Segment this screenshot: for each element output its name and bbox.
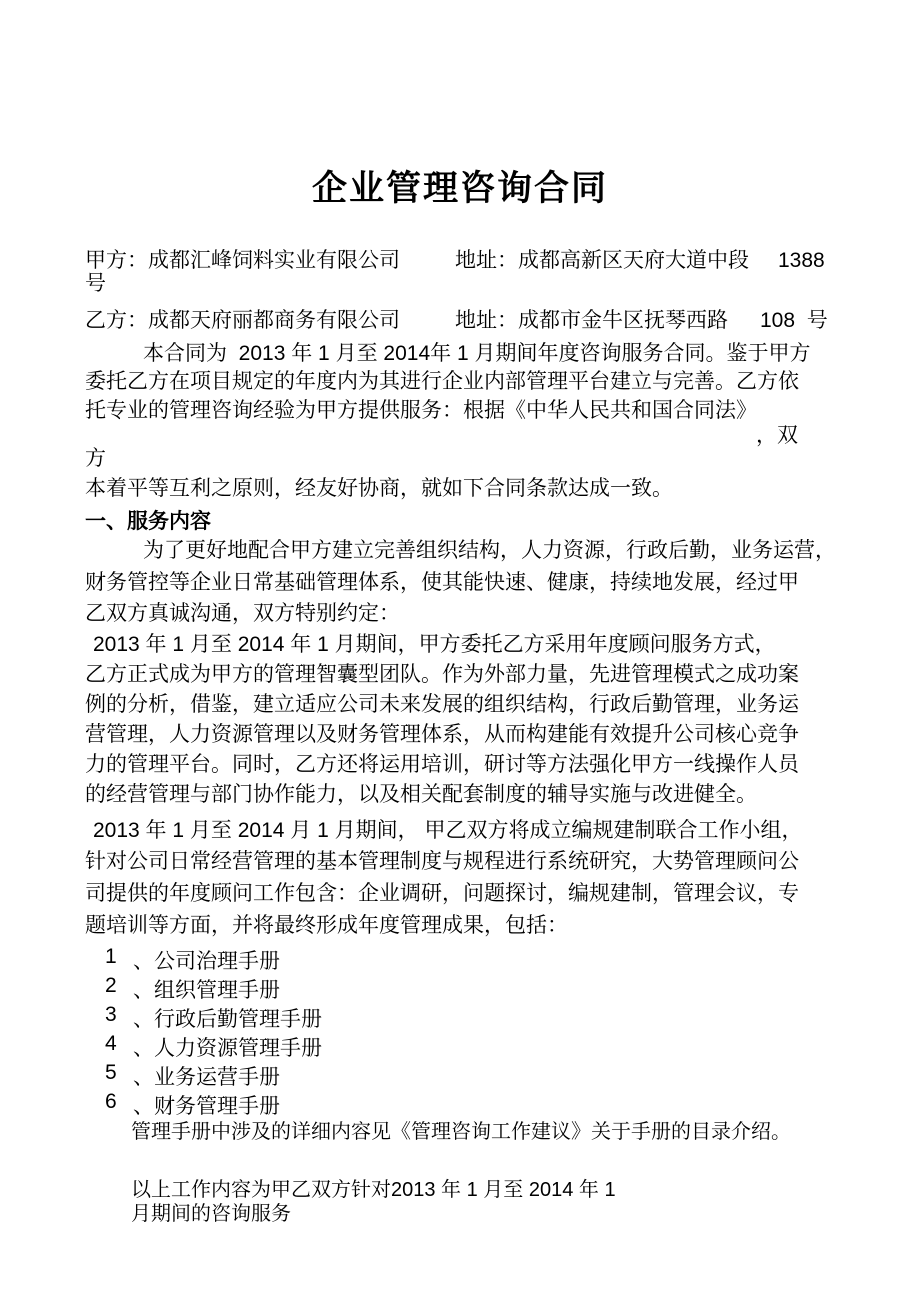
body-line: 的经营管理与部门协作能力，以及相关配套制度的辅导实施与改进健全。 — [85, 783, 757, 806]
list-item-label: 、业务运营手册 — [133, 1066, 280, 1089]
intro-line: 方 — [85, 447, 106, 470]
closing-line: 以上工作内容为甲乙双方针对2013 年 1 月至 2014 年 1 — [131, 1179, 616, 1201]
body-line: 财务管控等企业日常基础管理体系，使其能快速、健康，持续地发展，经过甲 — [85, 571, 799, 594]
intro-line: 委托乙方在项目规定的年度内为其进行企业内部管理平台建立与完善。乙方依 — [85, 370, 799, 393]
closing-line: 月期间的咨询服务 — [131, 1203, 291, 1225]
party-b-street-number: 108 号 — [760, 309, 828, 332]
list-item-number: 5 — [105, 1061, 117, 1084]
body-line: 题培训等方面，并将最终形成年度管理成果，包括： — [85, 914, 568, 937]
list-item-label: 、行政后勤管理手册 — [133, 1008, 322, 1031]
body-line: 乙方正式成为甲方的管理智囊型团队。作为外部力量，先进管理模式之成功案 — [85, 663, 799, 686]
intro-line: 本合同为 2013 年 1 月至 2014年 1 月期间年度咨询服务合同。鉴于甲方 — [143, 342, 811, 365]
body-line: 营管理，人力资源管理以及财务管理体系，从而构建能有效提升公司核心竞争 — [85, 723, 799, 746]
manual-note-line: 管理手册中涉及的详细内容见《管理咨询工作建议》关于手册的目录介绍。 — [131, 1121, 791, 1143]
list-item-number: 2 — [105, 974, 117, 997]
party-a-name: 甲方：成都汇峰饲料实业有限公司 — [85, 249, 400, 272]
intro-line: 本着平等互利之原则，经友好协商，就如下合同条款达成一致。 — [85, 477, 673, 500]
list-item — [105, 945, 280, 975]
body-line: 例的分析，借鉴，建立适应公司未来发展的组织结构，行政后勤管理，业务运 — [85, 693, 799, 716]
body-line: 2013 年 1 月至 2014 月 1 月期间， 甲乙双方将成立编规建制联合工作小组， — [93, 819, 803, 842]
list-item — [105, 1061, 280, 1091]
intro-line: 托专业的管理咨询经验为甲方提供服务：根据《中华人民共和国合同法》 — [85, 399, 757, 422]
list-item-number: 6 — [105, 1090, 117, 1113]
body-line: 司提供的年度顾问工作包含：企业调研，问题探讨，编规建制，管理会议，专 — [85, 882, 799, 905]
list-item-number: 3 — [105, 1003, 117, 1026]
list-item-number: 4 — [105, 1032, 117, 1055]
intro-line: ，双 — [756, 424, 798, 447]
list-item — [105, 1003, 322, 1033]
list-item-label: 、公司治理手册 — [133, 950, 280, 973]
list-item — [105, 974, 280, 1004]
list-item-label: 、人力资源管理手册 — [133, 1037, 322, 1060]
body-line: 为了更好地配合甲方建立完善组织结构，人力资源，行政后勤，业务运营， — [143, 539, 836, 562]
list-item-label: 、组织管理手册 — [133, 979, 280, 1002]
party-a-street-number: 1388 — [778, 249, 825, 272]
list-item — [105, 1032, 322, 1062]
party-a-wrap-char: 号 — [85, 272, 106, 295]
body-line: 力的管理平台。同时，乙方还将运用培训，研讨等方法强化甲方一线操作人员 — [85, 753, 799, 776]
list-item-label: 、财务管理手册 — [133, 1095, 280, 1118]
list-item — [105, 1090, 280, 1120]
body-line: 2013 年 1 月至 2014 年 1 月期间，甲方委托乙方采用年度顾问服务方式， — [93, 633, 776, 656]
list-item-number: 1 — [105, 945, 117, 968]
party-b-address: 地址：成都市金牛区抚琴西路 — [455, 309, 728, 332]
body-line: 乙双方真诚沟通，双方特别约定： — [85, 602, 400, 625]
page-title: 企业管理咨询合同 — [311, 169, 608, 208]
party-b-name: 乙方：成都天府丽都商务有限公司 — [85, 309, 400, 332]
body-line: 针对公司日常经营管理的基本管理制度与规程进行系统研究，大势管理顾问公 — [85, 850, 799, 873]
section-heading: 一、服务内容 — [85, 510, 211, 533]
party-a-address: 地址：成都高新区天府大道中段 — [455, 249, 749, 272]
